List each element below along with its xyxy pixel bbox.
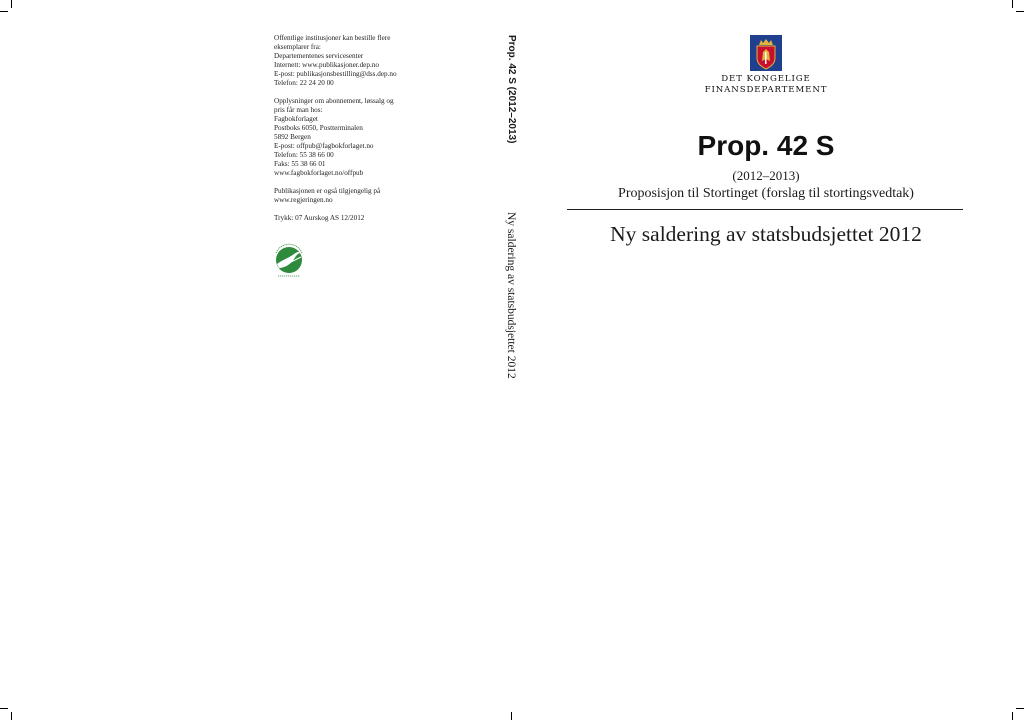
ministry-name — [700, 74, 832, 95]
ordering-line: Departementenes servicesenter — [274, 52, 364, 60]
online-line: www.regjeringen.no — [274, 196, 333, 204]
royal-crest-icon — [749, 34, 783, 72]
document-title: Ny saldering av statsbudsjettet 2012 — [610, 222, 922, 246]
online-info — [274, 187, 444, 205]
ordering-info — [274, 34, 444, 88]
crop-mark-top-left-h — [0, 11, 8, 12]
subscription-line: E-post: offpub@fagbokforlaget.no — [274, 142, 374, 150]
crop-mark-bottom-left-h — [0, 708, 8, 709]
ordering-line: Offentlige institusjoner kan bestille flere — [274, 34, 391, 42]
crop-mark-bottom-right-h — [1016, 708, 1024, 709]
session-years: (2012–2013) — [732, 168, 800, 183]
ordering-line: Telefon: 22 24 20 00 — [274, 79, 334, 87]
print-line: Trykk: 07 Aurskog AS 12/2012 — [274, 214, 365, 222]
print-info — [274, 214, 444, 223]
crop-mark-bottom-center-v — [511, 712, 512, 720]
ordering-line: E-post: publikasjonsbestilling@dss.dep.no — [274, 70, 397, 78]
back-cover-info — [274, 34, 444, 232]
spine-document-title: Ny saldering av statsbudsjettet 2012 — [505, 212, 517, 379]
crop-mark-top-right-v — [1012, 0, 1013, 8]
ordering-line: Internett: www.publikasjoner.dep.no — [274, 61, 379, 69]
online-line: Publikasjonen er også tilgjengelig på — [274, 187, 381, 195]
ordering-line: eksemplarer fra: — [274, 43, 321, 51]
spine-document-code: Prop. 42 S (2012–2013) — [506, 35, 517, 144]
crop-mark-top-left-v — [11, 0, 12, 8]
subscription-line: Fagbokforlaget — [274, 115, 318, 123]
subscription-line: Telefon: 55 38 66 00 — [274, 151, 334, 159]
subscription-line: Opplysninger om abonnement, løssalg og — [274, 97, 394, 105]
ministry-name-line2: FINANSDEPARTEMENT — [704, 84, 828, 95]
nordic-swan-ecolabel-icon — [272, 240, 306, 280]
subscription-line: pris får man hos: — [274, 106, 323, 114]
subscription-line: Faks: 55 38 66 01 — [274, 160, 326, 168]
title-divider — [567, 209, 963, 210]
document-type: Proposisjon til Stortinget (forslag til stortingsvedtak) — [618, 186, 914, 201]
subscription-line: 5892 Bergen — [274, 133, 311, 141]
crop-mark-top-right-h — [1016, 11, 1024, 12]
crop-mark-bottom-left-v — [11, 712, 12, 720]
subscription-line: Postboks 6050, Postterminalen — [274, 124, 363, 132]
subscription-info — [274, 97, 444, 178]
subscription-line: www.fagbokforlaget.no/offpub — [274, 169, 364, 177]
crop-mark-bottom-right-v — [1012, 712, 1013, 720]
ministry-logo — [700, 34, 832, 95]
proposition-number: Prop. 42 S — [697, 130, 835, 161]
ministry-name-line1: DET KONGELIGE — [721, 74, 811, 84]
